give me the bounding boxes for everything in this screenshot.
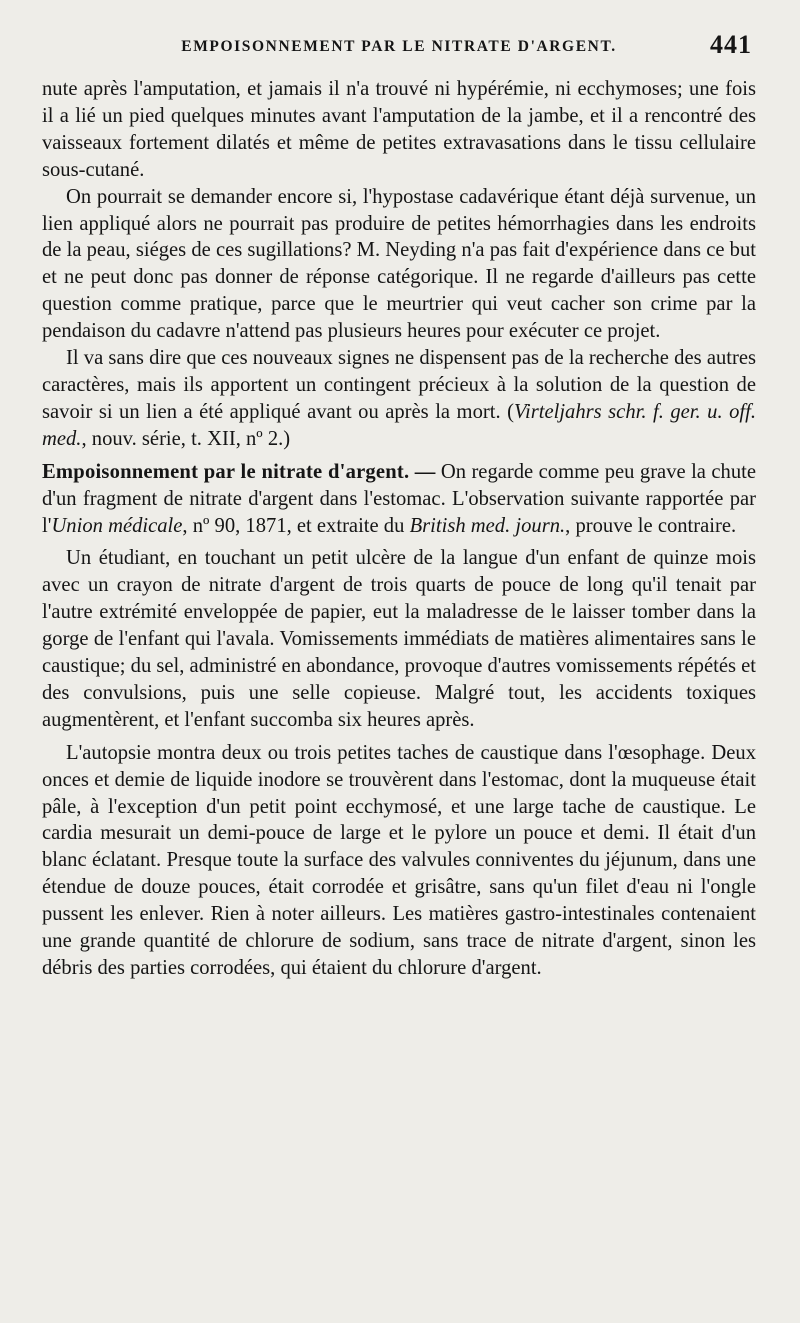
paragraph-text: , nº 90, 1871, et extraite du [182,514,410,537]
page-number: 441 [710,30,752,59]
journal-name-union: Union médicale [51,514,183,537]
paragraph-continuation: nute après l'amputation, et jamais il n'a trouvé ni hypérémie, ni ecchymoses; une fois il a lié un pied quelques minutes avant l'amputation de la jambe, et il a rencontré des vaisseaux fortement dilatés et même de petites extravasations dans le tissu cellulaire sous-cutané. [42,78,756,181]
paragraph-section-intro [42,459,756,540]
paragraph-text: Il va sans dire que ces nouveaux signes ne dispensent pas de la recherche des autres caractères, mais ils apportent un contingent précieux à la solution de la question de savoir si un lien a été appliqué avant ou après la mort. ( [42,347,756,423]
running-head [42,30,756,76]
paragraph-case-report: Un étudiant, en touchant un petit ulcère de la langue d'un enfant de quinze mois avec un crayon de nitrate d'argent de trois quarts de pouce de long qu'il tenait par l'autre extrémité enveloppée de papier, eut la maladresse de le laisser tomber dans la gorge de l'enfant qui l'avala. Vomissements immédiats de matières alimentaires sans le caustique; du sel, administré en abondance, provoque d'autres vomissements répétés et des convulsions, puis une selle copieuse. Malgré tout, les accidents toxiques augmentèrent, et l'enfant succomba six heures après. [42,547,756,731]
paragraph-text: On regarde comme peu grave la chute d'un fragment de nitrate d'argent dans l'estomac. L'observation suivante rapportée par l' [42,460,756,537]
running-title: EMPOISONNEMENT PAR LE NITRATE D'ARGENT. [181,38,617,55]
citation-details: , nouv. série, t. XII, nº 2.) [81,427,291,450]
paragraph-conclusion [42,345,756,453]
paragraph-hypostase: On pourrait se demander encore si, l'hypostase cadavérique étant déjà survenue, un lien appliqué alors ne pourrait pas produire de petites hémorrhagies dans les endroits de la peau, siéges de ces sugillations? M. Neyding n'a pas fait d'expérience dans ce but et ne peut donc pas donner de réponse catégorique. Il ne regarde d'ailleurs pas cette question comme pratique, parce que le meurtrier qui veut cacher son crime par la pendaison du cadavre n'attend pas plusieurs heures pour exécuter ce projet. [42,185,756,343]
body-text [42,76,756,982]
citation-journal: Virteljahrs schr. f. ger. u. off. med. [42,400,756,450]
section-heading: Empoisonnement par le nitrate d'argent. [42,460,410,483]
heading-dash: — [409,460,441,483]
paragraph-autopsy: L'autopsie montra deux ou trois petites taches de caustique dans l'œsophage. Deux onces et demie de liquide inodore se trouvèrent dans l'estomac, dont la muqueuse était pâle, à l'exception d'un petit point ecchymosé, et une large tache de caustique. Le cardia mesurait un demi-pouce de large et le pylore un pouce et demi. Il était d'un blanc éclatant. Presque toute la surface des valvules conniventes du jéjunum, dans une étendue de douze pouces, était corrodée et grisâtre, sans qu'un filet d'eau ni l'ongle pussent les enlever. Rien à noter ailleurs. Les matières gastro-intestinales contenaient une grande quantité de chlorure de sodium, sans trace de nitrate d'argent, sinon les débris des parties corrodées, qui étaient du chlorure d'argent. [42,741,756,979]
paragraph-text: , prouve le contraire. [565,514,737,537]
journal-name-bmj: British med. journ. [409,514,566,537]
